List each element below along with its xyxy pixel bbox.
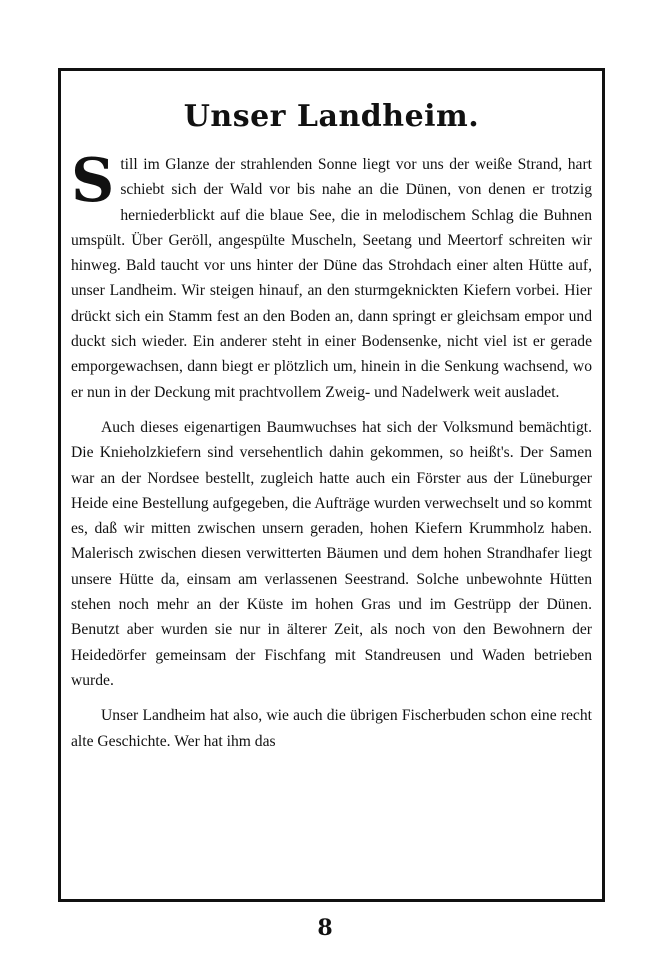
paragraph-3: Unser Landheim hat also, wie auch die übrigen Fischerbuden schon eine recht alte Geschichte. Wer hat ihm das	[71, 707, 592, 750]
page-number: 8	[317, 915, 333, 941]
paragraph-1	[71, 146, 592, 405]
page-frame	[58, 68, 605, 902]
paragraph-2: Auch dieses eigenartigen Baumwuchses hat sich der Volksmund bemächtigt. Die Knieholzkiefern sind versehentlich dahin gekommen, so heißt's. Der Samen war an der Nordsee bestellt, zugleich hatte auch ein Förster aus der Lüneburger Heide eine Bestellung aufgegeben, die Aufträge wurden verwechselt und so kommt es, daß wir mitten zwischen unsern geraden, hohen Kiefern Krummholz haben. Malerisch zwischen diesen verwitterten Bäumen und dem hohen Strandhafer liegt unsere Hütte da, einsam am verlassenen Seestrand. Solche unbewohnte Hütten stehen noch mehr an der Küste im hohen Gras und im Gestrüpp der Dünen. Benutzt aber wurden sie nur in älterer Zeit, als noch von den Bewohnern der Heidedörfer gemeinsam der Fischfang mit Standreusen und Waden betrieben wurde.	[71, 418, 592, 689]
paragraph-1-text: till im Glanze der strahlenden Sonne liegt vor uns der weiße Strand, hart schiebt sich der Wald vor bis nahe an die Dünen, von denen er trotzig herniederblickt auf die blaue See, die in melodischem Schlag die Buhnen umspült. Über Geröll, angespülte Muscheln, Seetang und Meertorf schreiten wir hinweg. Bald taucht vor uns hinter der Düne das Strohdach einer alten Hütte auf, unser Landheim. Wir steigen hinauf, an den sturmgeknickten Kiefern vorbei. Hier drückt sich ein Stamm fest an den Boden an, dann springt er gleichsam empor und duckt sich wieder. Ein anderer steht in einer Bodensenke, nicht viel ist er gerade emporgewachsen, dann biegt er plötzlich um, hinein in die Senkung wachsend, wo er nun in der Deckung mit prachtvollem Zweig- und Nadelwerk weit ausladet.	[71, 156, 592, 401]
drop-cap-initial: S	[71, 146, 115, 216]
page-content	[71, 99, 592, 754]
page-title: Unser Landheim.	[183, 99, 480, 134]
